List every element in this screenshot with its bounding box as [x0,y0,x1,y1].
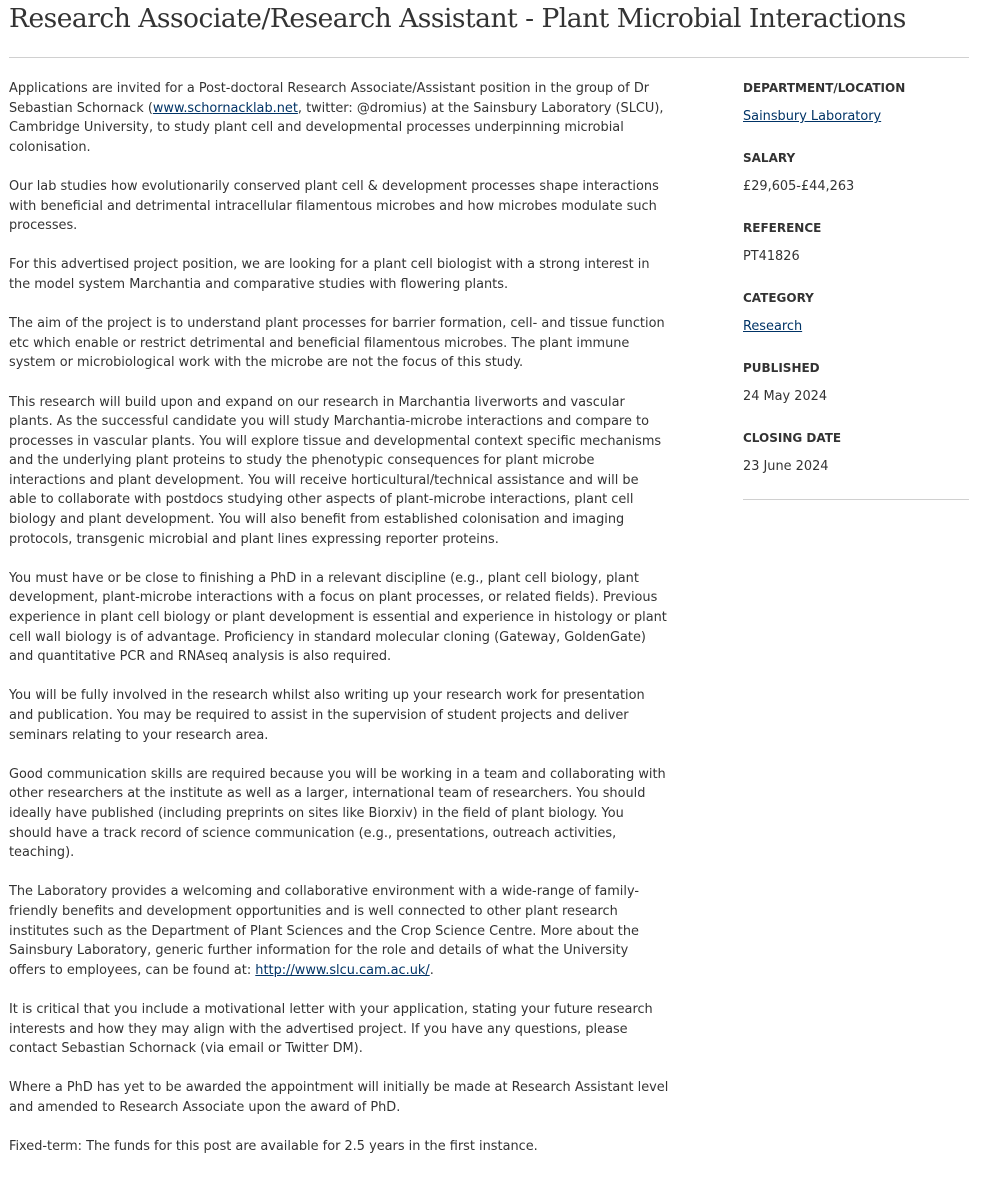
paragraph-communication: Good communication skills are required because you will be working in a team and collaborating with other researchers at the institute as well as a larger, international team of researchers. You should ideally have published (including preprints on sites like Biorxiv) in the field of plant biology. You should have a track record of science communication (e.g., presentations, outreach activities, teaching). [9,766,666,861]
department-link[interactable]: Sainsbury Laboratory [743,109,882,124]
paragraph-fixed-term: Fixed-term: The funds for this post are available for 2.5 years in the first instance. [9,1139,538,1155]
page-title: Research Associate/Research Assistant - Plant Microbial Interactions [9,3,906,34]
department-detail [743,79,969,126]
category-label: CATEGORY [743,291,814,305]
lab-website-link[interactable]: www.schornacklab.net [152,100,298,116]
paragraph-project-aim: The aim of the project is to understand plant processes for barrier formation, cell- and tissue function etc which enable or restrict detrimental and beneficial filamentous microbes. The plant immune system or microbiological work with the microbe are not the focus of this study. [9,316,665,371]
category-link[interactable]: Research [743,319,803,334]
slcu-website-link[interactable]: http://www.slcu.cam.ac.uk/ [255,962,430,978]
closing-date-value: 23 June 2024 [743,459,829,474]
closing-date-label: CLOSING DATE [743,431,842,445]
paragraph-intro: Applications are invited for a Post-doctoral Research Associate/Assistant position in the group of Dr Sebastian Schornack (www.schornacklab.net, twitter: @dromius) at the Sainsbury Laboratory (SLCU), Cambridge University, to study plant cell and developmental processes underpinning microbial colonisation. [9,81,664,155]
paragraph-motivational-letter: It is critical that you include a motivational letter with your application, stating your future research interests and how they may align with the advertised project. If you have any questions, please contact Sebastian Schornack (via email or Twitter DM). [9,1001,653,1057]
salary-detail [743,149,969,196]
published-label: PUBLISHED [743,361,820,375]
department-label: DEPARTMENT/LOCATION [743,81,906,95]
job-description [9,79,669,1176]
published-value: 24 May 2024 [743,389,828,404]
sidebar-divider [743,499,969,500]
paragraph-involvement: You will be fully involved in the research whilst also writing up your research work for presentation and publication. You may be required to assist in the supervision of student projects and deliver seminars relating to your research area. [9,688,645,743]
paragraph-research-scope: This research will build upon and expand on our research in Marchantia liverworts and vascular plants. As the successful candidate you will study Marchantia-microbe interactions and compare to processes in vascular plants. You will explore tissue and developmental context specific mechanisms and the underlying plant proteins to study the phenotypic consequences for plant microbe interactions and plant development. You will receive horticultural/technical assistance and will be able to collaborate with postdocs studying other aspects of plant-microbe interactions, plant cell biology and plant development. You will also benefit from established colonisation and imaging protocols, transgenic microbial and plant lines expressing reporter proteins. [9,394,662,547]
category-detail [743,289,969,336]
paragraph-phd-appointment: Where a PhD has yet to be awarded the appointment will initially be made at Research Assistant level and amended to Research Associate upon the award of PhD. [9,1080,669,1115]
job-details-sidebar [743,79,969,500]
reference-detail [743,219,969,266]
closing-date-detail [743,429,969,476]
title-divider [9,57,969,58]
published-detail [743,359,969,406]
paragraph-project-position: For this advertised project position, we are looking for a plant cell biologist with a strong interest in the model system Marchantia and comparative studies with flowering plants. [9,257,650,292]
reference-label: REFERENCE [743,221,822,235]
salary-value: £29,605-£44,263 [743,179,855,194]
paragraph-lab-studies: Our lab studies how evolutionarily conserved plant cell & development processes shape interactions with beneficial and detrimental intracellular filamentous microbes and how microbes modulate such processes. [9,178,659,234]
paragraph-requirements: You must have or be close to finishing a PhD in a relevant discipline (e.g., plant cell biology, plant development, plant-microbe interactions with a focus on plant processes, or related fields). Previous experience in plant cell biology or plant development is essential and experience in histology or plant cell wall biology is of advantage. Proficiency in standard molecular cloning (Gateway, GoldenGate) and quantitative PCR and RNAseq analysis is also required. [9,570,667,665]
reference-value: PT41826 [743,249,800,264]
salary-label: SALARY [743,151,796,165]
paragraph-laboratory: The Laboratory provides a welcoming and collaborative environment with a wide-range of family-friendly benefits and development opportunities and is well connected to other plant research institutes such as the Department of Plant Sciences and the Crop Science Centre. More about the Sainsbury Laboratory, generic further information for the role and details of what the University offers to employees, can be found at: http://www.slcu.cam.ac.uk/. [9,884,640,978]
